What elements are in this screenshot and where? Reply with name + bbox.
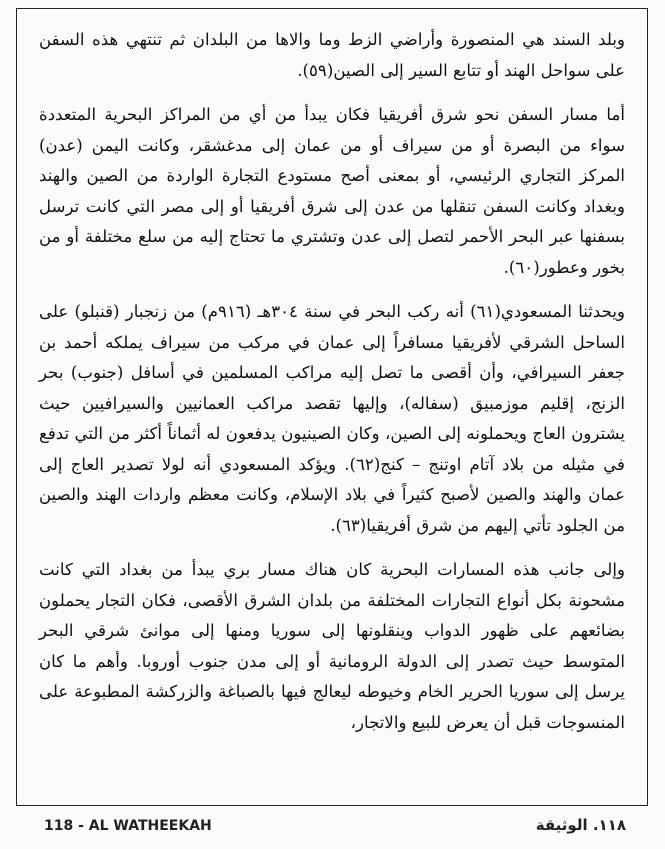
footer-page-number-arabic: ١١٨. الوثيقة bbox=[535, 816, 626, 834]
paragraph-1: وبلد السند هي المنصورة وأراضي الزط وما والاها من البلدان ثم تنتهي هذه السفن على سواحل الهند أو تتابع السير إلى الصين(٥٩). bbox=[39, 30, 625, 80]
page-footer bbox=[16, 812, 648, 838]
text-frame bbox=[16, 8, 648, 806]
paragraph-gap bbox=[39, 283, 625, 297]
paragraph-3: ويحدثنا المسعودي(٦١) أنه ركب البحر في سنة ٣٠٤هـ (٩١٦م) من زنجبار (قنبلو) على الساحل الشرقي لأفريقيا مسافراً إلى عمان في مركب من سيراف يملكه أحمد بن جعفر السيرافي، وأن أقصى ما تصل إليه مراكب المسلمين في أسافل (جنوب) بحر الزنج، إقليم موزمبيق (سفاله)، وإليها تقصد مراكب العمانيين والسيرافيين حيث يشترون العاج ويحملونه إلى الصين، وكان الصينيون يدفعون له أثماناً أكثر من التي تدفع في مثيله من بلاد آتام اوتنج – كنج(٦٢). ويؤكد المسعودي أنه لولا تصدير العاج إلى عمان والهند والصين لأصبح كثيراً في بلاد الإسلام، وكانت معظم واردات الهند والصين من الجلود تأتي إليهم من شرق أفريقيا(٦٣). bbox=[39, 302, 625, 535]
paragraph-gap bbox=[39, 86, 625, 100]
footer-page-number-latin: 118 - AL WATHEEKAH bbox=[44, 818, 212, 834]
paragraph-4: وإلى جانب هذه المسارات البحرية كان هناك مسار بري يبدأ من بغداد التي كانت مشحونة بكل أنواع التجارات المختلفة من بلدان الشرق الأقصى، فكان التجار يحملون بضائعهم على ظهور الدواب وينقلونها إلى سوريا ومنها إلى موانئ شرقي البحر المتوسط حيث تصدر إلى الدولة الرومانية أو إلى مدن جنوب أوروبا. وأهم ما كان يرسل إلى سوريا الحرير الخام وخيوطه ليعالج فيها بالصباغة والزركشة المطبوعة على المنسوجات قبل أن يعرض للبيع والاتجار، bbox=[39, 560, 625, 732]
paragraph-2: أما مسار السفن نحو شرق أفريقيا فكان يبدأ من أي من المراكز البحرية المتعددة سواء من البصرة أو من سيراف أو من عمان إلى مدغشقر، وكانت اليمن (عدن) المركز التجاري الرئيسي، أو بمعنى أصح مستودع التجارة الواردة من الصين والهند وبغداد وكانت السفن تنقلها من عدن إلى شرق أفريقيا أو إلى مصر التي كانت ترسل بسفنها عبر البحر الأحمر لتصل إلى عدن وتشتري ما تحتاج إليه من سلع مختلفة أو من بخور وعطور(٦٠). bbox=[39, 105, 625, 277]
paragraph-gap bbox=[39, 541, 625, 555]
